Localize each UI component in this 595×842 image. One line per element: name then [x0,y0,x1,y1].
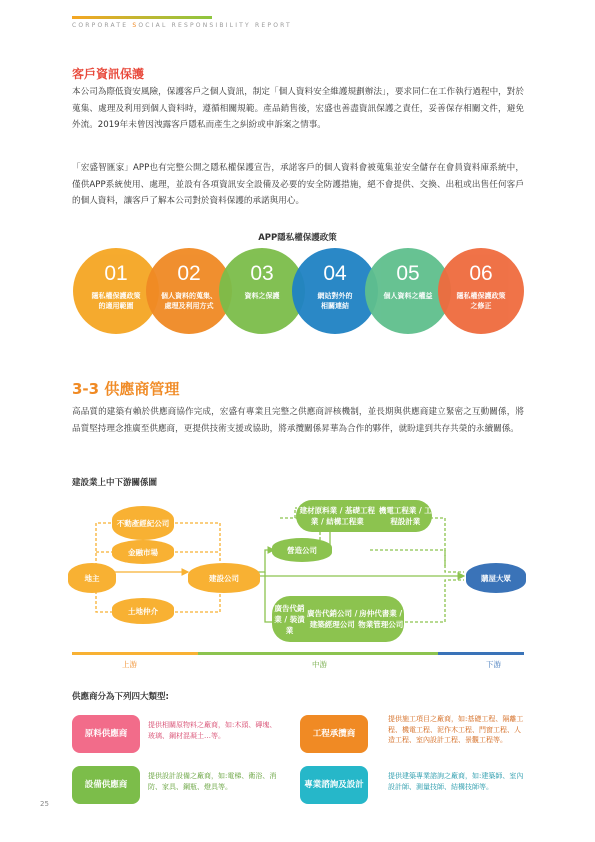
policy-label-line: 資料之保護 [244,292,280,300]
report-header-highlight: S [132,22,139,29]
connector-line [400,580,464,622]
category-label: 原料供應商 [84,728,128,739]
connector-line [370,550,464,572]
policy-label-line: 個人資料之權益 [383,292,433,300]
policy-number: 01 [104,262,128,285]
node-label: 經紀公司 [139,518,170,528]
category-label: 設備供應商 [84,779,128,790]
node-real-estate [112,506,174,540]
connector-line [280,508,295,518]
category-label: 及設計 [338,779,364,790]
policy-number: 05 [396,262,420,285]
policy-number: 02 [177,262,201,285]
privacy-paragraph-1: 本公司為際低資安風險，保護客戶之個人資訊，制定「個人資料安全維護規劃辦法」，要求同仁在工作執行過程中，對於蒐集、處理及利用到個人資料時，遵循相關規範。產品銷售後，宏盛也善盡資訊保護之責任，妥善保存相關文件，避免外流。2019年未曾因洩露客戶隱私而產生之糾紛或申訴案之情事。 [72,87,524,130]
section-title-supplier: 3-3 供應商管理 [72,380,180,398]
page-number: 25 [40,800,49,808]
report-header [72,22,292,29]
category-label: 工程承攬商 [312,728,356,739]
policy-label-line: 處理及利用方式 [164,302,214,310]
category-desc-contractor: 提供施工項目之廠商，如:基礎工程、隔離工程、機電工程、泥作木工程、門窗工程、人造工程、室內設計工程、景觀工程等。 [388,715,524,744]
category-contractor [300,715,368,753]
node-finance: 金融市場 [112,540,174,564]
category-label: 專業諮詢 [304,779,339,790]
policy-label-line: 之修正 [470,302,492,310]
stream-bar-upstream [72,652,198,655]
supplier-paragraph: 高品質的建築有賴於供應商協作完成，宏盛有專業且完整之供應商評核機制，並長期與供應商建立緊密之互動關係，將品質堅持理念推廣至供應商，更提供技術支援或協助，將承攬關係昇華為合作的夥伴，就盼達到共存共榮的永續關係。 [72,407,524,434]
node-label: 建材原料業 / 基礎工程業 / 結構工程業 [299,506,376,526]
header-accent-bar [72,16,212,19]
policy-number: 06 [469,262,493,285]
category-desc-consulting: 提供建築專業諮詢之廠商，如:建築師、室內設計師、測量技師、結構技師等。 [388,772,524,791]
report-header-part: OCIAL RESPONSIBILITY REPORT [138,22,292,29]
node-label: 機電工程業 / 工程設計業 [378,506,432,526]
stream-label-up: 上游 [122,660,137,669]
report-header-part: CORPORATE [72,22,133,29]
diagram-title: 建設業上中下游關係圖 [72,478,158,488]
node-construction-firm: 營造公司 [272,538,332,562]
category-desc-equipment: 提供設計設備之廠商，如:電梯、衛浴、消防、家具、鋼瓶、燈具等。 [148,772,277,791]
policy-number: 03 [250,262,274,285]
policy-label-line: 個人資料的蒐集、 [161,292,217,300]
stream-label-mid: 中游 [312,660,327,669]
node-label: 不動產 [116,518,140,528]
policy-title: APP隱私權保護政策 [258,233,337,243]
policy-number: 04 [323,262,347,285]
stream-bar-downstream [438,652,524,655]
node-public: 購屋大眾 [466,563,526,593]
policy-label-line: 隱私權保護政策 [456,292,506,300]
connector-line [430,518,445,568]
node-land-agent: 土地仲介 [112,598,174,624]
node-label: 廣告代銷公司 / 建築經理公司 [307,609,358,629]
stream-label-down: 下游 [486,660,501,669]
section-title-privacy: 客戶資訊保護 [72,67,145,81]
stream-bar-midstream [198,652,438,655]
categories-title: 供應商分為下列四大類型: [72,692,169,702]
node-label: 房仲代書業 / 物業管理公司 [358,609,404,629]
node-label: 廣告代銷業 / 裝潢業 [274,603,305,635]
policy-label [438,291,524,311]
policy-label-line: 的適用範圍 [98,302,134,310]
category-desc-raw-material: 提供相關原物料之廠商，如:木頭、磚塊、玻璃、鋼材混凝土…等。 [148,721,277,740]
node-landowner: 地主 [68,563,116,593]
category-raw-material [72,715,140,753]
category-equipment [72,766,140,804]
policy-label-line: 網站對外的 [317,292,353,300]
privacy-paragraph-2: 「宏盛智匯家」APP也有完整公開之隱私權保護宣告，承諾客戶的個人資料會被蒐集並安全儲存在會員資料庫系統中，僅供APP系統使用、處理，並設有各項資訊安全設備及必要的安全防護措施，絕不會提供、交換、出租或出售任何客戶的個人資料，讓客戶了解本公司對於資料保護的承諾與用心。 [72,163,524,206]
connector-line [96,523,112,566]
policy-label-line: 相關連結 [321,302,349,310]
node-services [272,596,404,642]
category-consulting [300,766,368,804]
policy-circle-06 [438,248,524,334]
policy-label-line: 隱私權保護政策 [91,292,141,300]
node-developer: 建設公司 [188,563,260,593]
node-materials [296,500,432,532]
